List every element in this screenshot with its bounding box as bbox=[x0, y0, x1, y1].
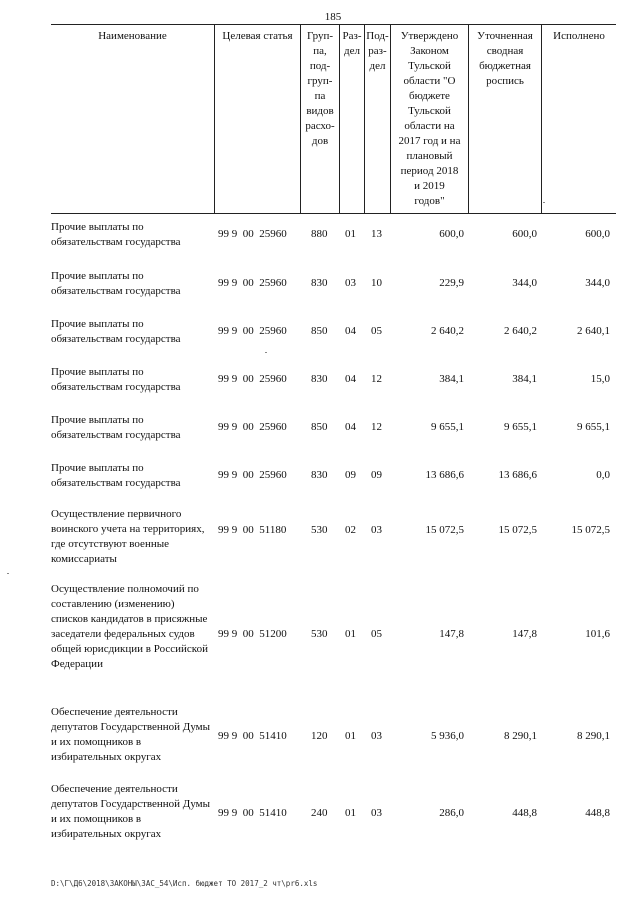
row-group: 530 bbox=[311, 628, 328, 640]
row-code: 99 9 00 51200 bbox=[218, 628, 287, 640]
row-group: 120 bbox=[311, 730, 328, 742]
row-approved: 15 072,5 bbox=[425, 524, 464, 536]
row-approved: 384,1 bbox=[439, 373, 464, 385]
row-code: 99 9 00 51410 bbox=[218, 730, 287, 742]
header-name: Наименование bbox=[98, 30, 167, 42]
header-group: Груп- па, под- груп- па видов расхо- дов bbox=[305, 30, 335, 147]
row-subsection: 03 bbox=[371, 524, 382, 536]
row-group: 830 bbox=[311, 277, 328, 289]
row-executed: 600,0 bbox=[585, 228, 610, 240]
row-subsection: 10 bbox=[371, 277, 382, 289]
row-code: 99 9 00 25960 bbox=[218, 228, 287, 240]
row-section: 01 bbox=[345, 628, 356, 640]
row-section: 01 bbox=[345, 730, 356, 742]
row-subsection: 12 bbox=[371, 421, 382, 433]
row-code: 99 9 00 25960 bbox=[218, 373, 287, 385]
row-name: Прочие выплаты по обязательствам государства bbox=[51, 318, 181, 345]
row-approved: 2 640,2 bbox=[431, 325, 464, 337]
header-section: Раз- дел bbox=[342, 30, 362, 57]
row-approved: 13 686,6 bbox=[425, 469, 464, 481]
row-executed: 2 640,1 bbox=[577, 325, 610, 337]
row-subsection: 12 bbox=[371, 373, 382, 385]
row-name: Прочие выплаты по обязательствам государства bbox=[51, 270, 181, 297]
header-top-border bbox=[51, 24, 616, 25]
page-number: 185 bbox=[324, 11, 342, 23]
row-section: 04 bbox=[345, 325, 356, 337]
header-divider bbox=[214, 24, 215, 214]
row-section: 09 bbox=[345, 469, 356, 481]
row-approved: 600,0 bbox=[439, 228, 464, 240]
row-name: Прочие выплаты по обязательствам государства bbox=[51, 414, 181, 441]
row-name: Прочие выплаты по обязательствам государства bbox=[51, 366, 181, 393]
header-subsection: Под- раз- дел bbox=[366, 30, 389, 72]
row-executed: 101,6 bbox=[585, 628, 610, 640]
row-section: 01 bbox=[345, 807, 356, 819]
row-group: 530 bbox=[311, 524, 328, 536]
row-code: 99 9 00 25960 bbox=[218, 469, 287, 481]
row-code: 99 9 00 25960 bbox=[218, 325, 287, 337]
row-section: 01 bbox=[345, 228, 356, 240]
table-row bbox=[0, 507, 640, 569]
row-refined: 147,8 bbox=[512, 628, 537, 640]
table-row bbox=[0, 461, 640, 509]
row-group: 880 bbox=[311, 228, 328, 240]
header-divider bbox=[541, 24, 542, 214]
table-row bbox=[0, 317, 640, 365]
scan-speck bbox=[543, 202, 545, 203]
row-executed: 15 072,5 bbox=[571, 524, 610, 536]
table-row bbox=[0, 365, 640, 413]
row-executed: 448,8 bbox=[585, 807, 610, 819]
table-row bbox=[0, 269, 640, 317]
row-refined: 9 655,1 bbox=[504, 421, 537, 433]
row-subsection: 03 bbox=[371, 807, 382, 819]
row-executed: 344,0 bbox=[585, 277, 610, 289]
header-bottom-border bbox=[51, 213, 616, 214]
row-refined: 384,1 bbox=[512, 373, 537, 385]
header-target-article: Целевая статья bbox=[222, 30, 293, 42]
row-name: Обеспечение деятельности депутатов Государственной Думы и их помощников в избирательных округах bbox=[51, 783, 211, 840]
row-name: Прочие выплаты по обязательствам государства bbox=[51, 462, 181, 489]
row-group: 240 bbox=[311, 807, 328, 819]
row-section: 04 bbox=[345, 421, 356, 433]
table-row bbox=[0, 413, 640, 461]
row-refined: 344,0 bbox=[512, 277, 537, 289]
row-name: Осуществление первичного воинского учета на территориях, где отсутствуют военные комиссариаты bbox=[51, 508, 205, 565]
row-name: Осуществление полномочий по составлению (изменению) списков кандидатов в присяжные заседатели федеральных судов общей юрисдикции в Российской Федерации bbox=[51, 583, 208, 670]
row-refined: 448,8 bbox=[512, 807, 537, 819]
row-group: 850 bbox=[311, 325, 328, 337]
row-code: 99 9 00 51180 bbox=[218, 524, 287, 536]
table-row bbox=[0, 582, 640, 690]
scan-speck bbox=[7, 573, 9, 574]
row-code: 99 9 00 51410 bbox=[218, 807, 287, 819]
file-path-footer: D:\Г\Д6\2018\ЗАКОНЫ\ЗАС_54\Исп. бюджет ТО 2017_2 чт\pr6.xls bbox=[51, 879, 318, 888]
row-group: 850 bbox=[311, 421, 328, 433]
row-subsection: 05 bbox=[371, 628, 382, 640]
row-executed: 15,0 bbox=[590, 373, 610, 385]
row-refined: 13 686,6 bbox=[498, 469, 537, 481]
row-approved: 229,9 bbox=[439, 277, 464, 289]
header-refined: Уточненная сводная бюджетная роспись bbox=[477, 30, 533, 87]
row-subsection: 03 bbox=[371, 730, 382, 742]
table-row bbox=[0, 220, 640, 268]
row-section: 04 bbox=[345, 373, 356, 385]
row-group: 830 bbox=[311, 373, 328, 385]
row-section: 02 bbox=[345, 524, 356, 536]
row-code: 99 9 00 25960 bbox=[218, 421, 287, 433]
row-name: Обеспечение деятельности депутатов Государственной Думы и их помощников в избирательных округах bbox=[51, 706, 211, 763]
row-group: 830 bbox=[311, 469, 328, 481]
header-approved: Утверждено Законом Тульской области "О бюджете Тульской области на 2017 год и на плановый период 2018 и 2019 годов" bbox=[398, 30, 461, 207]
row-approved: 147,8 bbox=[439, 628, 464, 640]
row-refined: 15 072,5 bbox=[498, 524, 537, 536]
row-subsection: 09 bbox=[371, 469, 382, 481]
row-executed: 9 655,1 bbox=[577, 421, 610, 433]
row-refined: 2 640,2 bbox=[504, 325, 537, 337]
header-executed: Исполнено bbox=[553, 30, 605, 42]
row-executed: 8 290,1 bbox=[577, 730, 610, 742]
row-refined: 600,0 bbox=[512, 228, 537, 240]
table-row bbox=[0, 705, 640, 767]
row-approved: 5 936,0 bbox=[431, 730, 464, 742]
row-code: 99 9 00 25960 bbox=[218, 277, 287, 289]
row-approved: 286,0 bbox=[439, 807, 464, 819]
row-approved: 9 655,1 bbox=[431, 421, 464, 433]
row-refined: 8 290,1 bbox=[504, 730, 537, 742]
row-subsection: 05 bbox=[371, 325, 382, 337]
row-executed: 0,0 bbox=[596, 469, 610, 481]
scan-speck bbox=[265, 352, 267, 353]
row-section: 03 bbox=[345, 277, 356, 289]
row-name: Прочие выплаты по обязательствам государства bbox=[51, 221, 181, 248]
row-subsection: 13 bbox=[371, 228, 382, 240]
table-row bbox=[0, 782, 640, 844]
